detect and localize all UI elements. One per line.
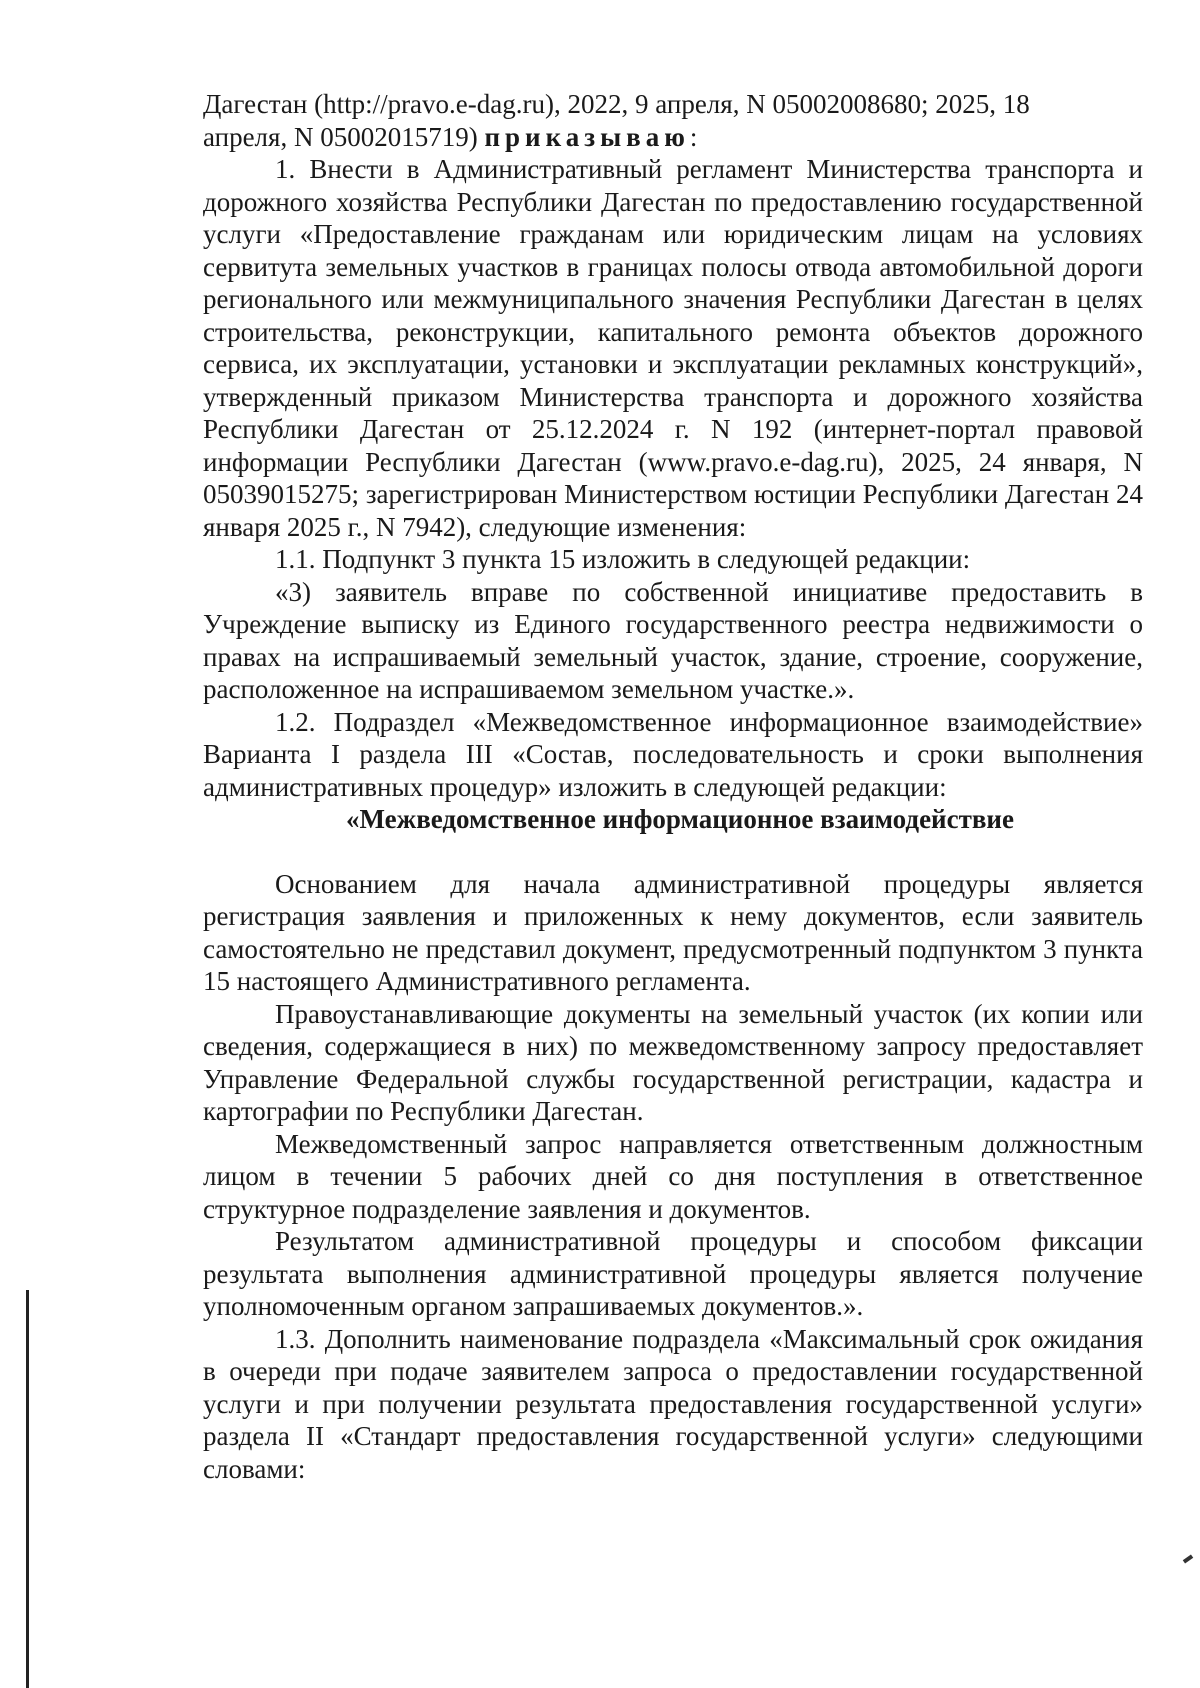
item-1-1-paragraph: 1.1. Подпункт 3 пункта 15 изложить в следующей редакции: xyxy=(275,544,971,574)
intro-line-2-text: апреля, N 05002015719) xyxy=(203,121,485,152)
request-paragraph: Межведомственный запрос направляется ответственным должностным лицом в течении 5 рабочих дней со дня поступления в ответственное структурное подразделение заявления и документов. xyxy=(203,1128,1143,1224)
basis-paragraph: Основанием для начала административной процедуры является регистрация заявления и приложенных к нему документов, если заявитель самостоятельно не представил документ, предусмотренный подпунктом 3 пункта 15 настоящего Административного регламента. xyxy=(203,868,1143,996)
item-1-paragraph: 1. Внести в Административный регламент Министерства транспорта и дорожного хозяйства Республики Дагестан по предоставлению государственной услуги «Предоставление гражданам или юридическим лицам на условиях сервитута земельных участков в границах полосы отвода автомобильной дороги регионального или межмуниципального значения Республики Дагестан в целях строительства, реконструкции, капитального ремонта объектов дорожного сервиса, их эксплуатации, установки и эксплуатации рекламных конструкций», утвержденный приказом Министерства транспорта и дорожного хозяйства Республики Дагестан от 25.12.2024 г. N 192 (интернет-портал правовой информации Республики Дагестан (www.pravo.e-dag.ru), 2025, 24 января, N 05039015275; зарегистрирован Министерством юстиции Республики Дагестан 24 января 2025 г., N 7942), следующие изменения: xyxy=(203,154,1143,542)
item-1-1-text-paragraph: «3) заявитель вправе по собственной инициативе предоставить в Учреждение выписку из Единого государственного реестра недвижимости о правах на испрашиваемый земельный участок, здание, строение, сооружение, расположенное на испрашиваемом земельном участке.». xyxy=(203,576,1143,704)
result-paragraph: Результатом административной процедуры и способом фиксации результата выполнения административной процедуры является получение уполномоченным органом запрашиваемых документов.». xyxy=(203,1226,1143,1321)
scan-edge-line xyxy=(26,1290,29,1688)
intro-line-2 xyxy=(203,121,1143,154)
heading-spacer xyxy=(203,836,1143,868)
intro-line-1: Дагестан (http://pravo.e-dag.ru), 2022, 9 апреля, N 05002008680; 2025, 18 xyxy=(203,89,1030,119)
subsection-heading: «Межведомственное информационное взаимодействие xyxy=(346,804,1014,834)
order-word: приказываю xyxy=(484,121,690,152)
item-1-3-paragraph: 1.3. Дополнить наименование подраздела «Максимальный срок ожидания в очереди при подаче заявителем запроса о предоставлении государственной услуги и при получении результата предоставления государственной услуги» раздела II «Стандарт предоставления государственной услуги» следующими словами: xyxy=(203,1323,1143,1484)
item-1-2-paragraph: 1.2. Подраздел «Межведомственное информационное взаимодействие» Варианта I раздела III «Состав, последовательность и сроки выполнения административных процедур» изложить в следующей редакции: xyxy=(203,706,1143,802)
order-colon: : xyxy=(689,121,698,152)
scan-mark xyxy=(1183,1554,1193,1563)
title-documents-paragraph: Правоустанавливающие документы на земельный участок (их копии или сведения, содержащиеся в них) по межведомственному запросу предоставляет Управление Федеральной службы государственной регистрации, кадастра и картографии по Республики Дагестан. xyxy=(203,998,1143,1126)
document-page xyxy=(203,88,1143,1485)
